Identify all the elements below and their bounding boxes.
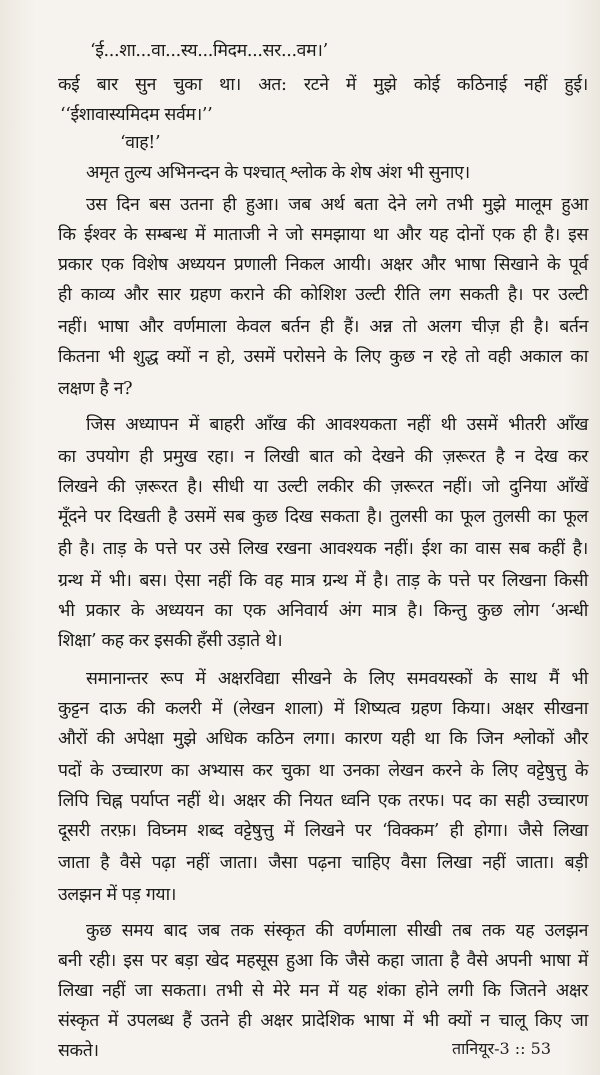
text-line: ‘ई...शा...वा...स्य...मिदम...सर...वम।’	[90, 41, 328, 61]
text-line: अमृत तुल्य अभिनन्दन के पश्चात् श्लोक के शेष अंश भी सुनाए।	[86, 163, 470, 183]
text-line: ‘वाह!’	[120, 133, 161, 153]
text-line: कितना भी शुद्ध क्यों न हो, उसमें परोसने के लिए कुछ न रहे तो वही अकाल का	[58, 347, 588, 367]
text-line: कि ईश्वर के सम्बन्ध में माताजी ने जो समझाया था और यह दोनों एक ही है। इस	[58, 225, 588, 245]
text-line: कुट्टन दाऊ की कलरी में (लेखन शाला) में शिष्यत्व ग्रहण किया। अक्षर सीखना	[58, 699, 588, 719]
text-line: नहीं। भाषा और वर्णमाला केवल बर्तन ही हैं। अन्न तो अलग चीज़ ही है। बर्तन	[58, 317, 588, 337]
text-line: जाता है वैसे पढ़ा नहीं जाता। जैसा पढ़ना चाहिए वैसा लिखा नहीं जाता। बड़ी	[58, 853, 588, 873]
text-line: लिखने की ज़रूरत है। सीधी या उल्टी लकीर की ज़रूरत नहीं। जो दुनिया आँखें	[58, 477, 588, 497]
text-line: लिखा नहीं जा सकता। तभी से मेरे मन में यह शंका होने लगी कि जितने अक्षर	[58, 981, 588, 1001]
text-line: उस दिन बस उतना ही हुआ। जब अर्थ बता देने लगे तभी मुझे मालूम हुआ	[86, 195, 588, 215]
text-line: लिपि चिह्न पर्याप्त नहीं थे। अक्षर की नियत ध्वनि एक तरफ। पद का सही उच्चारण	[58, 791, 588, 811]
text-line: शिक्षा’ कह कर इसकी हँसी उड़ाते थे।	[58, 631, 283, 651]
text-line: सकते।	[58, 1041, 99, 1061]
text-line: ही है। ताड़ के पत्ते पर उसे लिख रखना आवश्यक नहीं। ईश का वास सब कहीं है।	[58, 539, 588, 559]
text-line: ही काव्य और सार ग्रहण कराने की कोशिश उल्टी रीति लग सकती है। पर उल्टी	[58, 285, 588, 305]
text-line: कई बार सुन चुका था। अत: रटने में मुझे कोई कठिनाई नहीं हुई।	[58, 75, 588, 95]
page-footer: तानियूर-3 :: 53	[452, 1039, 552, 1058]
text-line: औरों की अपेक्षा मुझे अधिक कठिन लगा। कारण यही था कि जिन श्लोकों और	[58, 729, 588, 749]
text-line: लक्षण है न?	[58, 379, 133, 399]
text-line: बनी रही। इस पर बड़ा खेद महसूस हुआ कि जैसे कहा जाता है वैसे अपनी भाषा में	[58, 951, 588, 971]
text-line: उलझन में पड़ गया।	[58, 885, 177, 905]
text-line: ‘‘ईशावास्यमिदम सर्वम।’’	[60, 105, 213, 125]
text-line: कुछ समय बाद जब तक संस्कृत की वर्णमाला सीखी तब तक यह उलझन	[86, 921, 588, 941]
text-line: दूसरी तरफ़। विघ्नम शब्द वट्टेषुत्तु में लिखने पर ‘विक्कम’ ही होगा। जैसे लिखा	[58, 821, 588, 841]
text-line: पदों के उच्चारण का अभ्यास कर चुका था उनका लेखन करने के लिए वट्टेषुत्तु के	[58, 761, 588, 781]
text-line: भी प्रकार के अध्ययन का एक अनिवार्य अंग मात्र है। किन्तु कुछ लोग ‘अन्धी	[58, 601, 588, 621]
text-line: का उपयोग ही प्रमुख रहा। न लिखी बात को देखने की ज़रूरत है न देख कर	[58, 447, 588, 467]
text-line: संस्कृत में उपलब्ध हैं उतने ही अक्षर प्रादेशिक भाषा में भी क्यों न चालू किए जा	[58, 1011, 588, 1031]
text-line: समानान्तर रूप में अक्षरविद्या सीखने के लिए समवयस्कों के साथ मैं भी	[86, 669, 588, 689]
text-line: प्रकार एक विशेष अध्ययन प्रणाली निकल आयी। अक्षर और भाषा सिखाने के पूर्व	[58, 255, 588, 275]
text-line: ग्रन्थ में भी। बस। ऐसा नहीं कि वह मात्र ग्रन्थ में है। ताड़ के पत्ते पर लिखना किसी	[58, 571, 588, 591]
text-line: मूँदने पर दिखती है उसमें सब कुछ दिख सकता है। तुलसी का फूल तुलसी का फूल	[58, 507, 588, 527]
text-line: जिस अध्यापन में बाहरी आँख की आवश्यकता नहीं थी उसमें भीतरी आँख	[86, 415, 588, 435]
